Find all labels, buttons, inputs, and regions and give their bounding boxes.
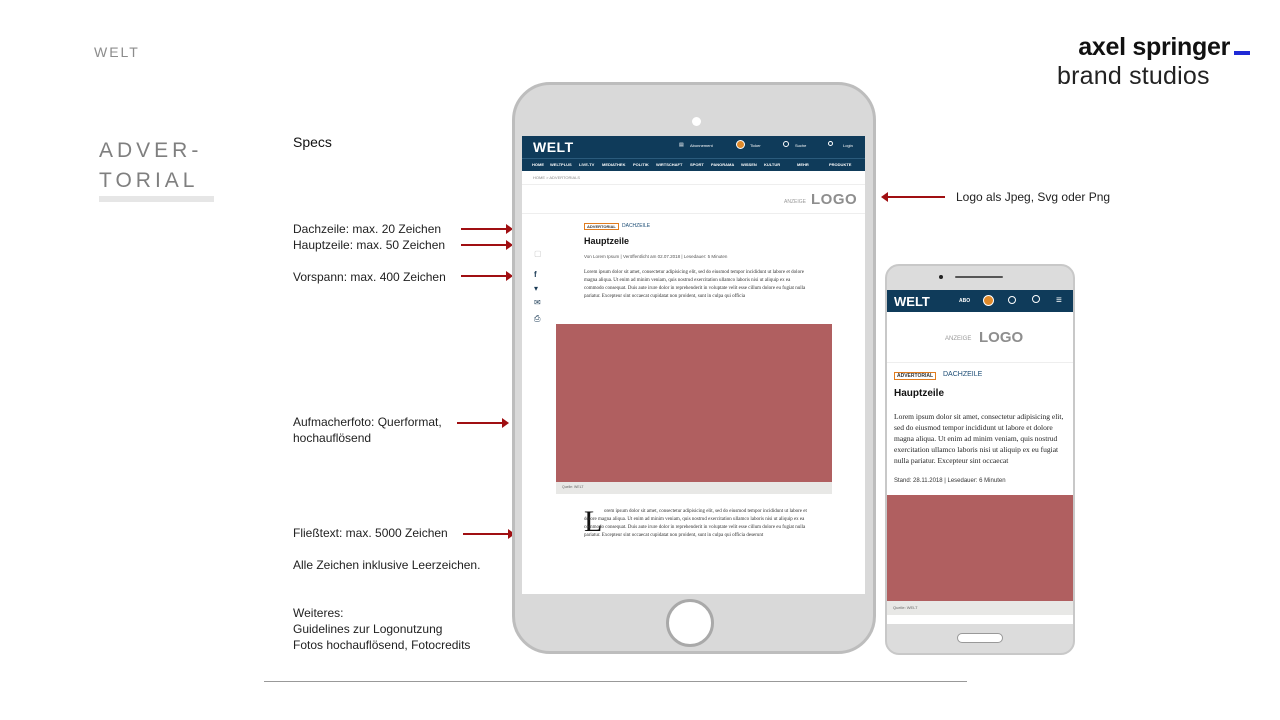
spec-logo: Logo als Jpeg, Svg oder Png bbox=[956, 190, 1111, 204]
phone-photo-placeholder bbox=[887, 495, 1073, 601]
spec-aufmacher-line1: Aufmacherfoto: Querformat, bbox=[293, 415, 442, 429]
hero-photo-placeholder bbox=[556, 324, 832, 482]
slide-title-line1: ADVER- bbox=[99, 139, 203, 162]
phone-navbar bbox=[887, 290, 1073, 312]
spec-dachzeile: Dachzeile: max. 20 Zeichen bbox=[293, 222, 442, 236]
tablet-screen bbox=[522, 136, 865, 594]
sponsor-logo-placeholder: LOGO bbox=[811, 191, 858, 208]
phone-anzeige-label: ANZEIGE bbox=[945, 336, 972, 342]
menu-kultur[interactable]: KULTUR bbox=[764, 162, 781, 167]
slide-title bbox=[99, 136, 202, 196]
tablet-menu-bar bbox=[522, 158, 865, 171]
comment-icon[interactable]: ▢ bbox=[534, 249, 542, 258]
photo-credit: Quelle: WELT bbox=[562, 485, 584, 489]
hamburger-menu-icon[interactable]: ≡ bbox=[1056, 295, 1062, 306]
print-icon[interactable]: ⎙ bbox=[534, 314, 541, 323]
phone-welt-logo[interactable]: WELT bbox=[894, 294, 930, 309]
spec-weiteres bbox=[293, 605, 470, 653]
facebook-icon[interactable]: f bbox=[534, 270, 537, 279]
company-logo bbox=[1078, 33, 1250, 62]
tablet-navbar bbox=[522, 136, 865, 158]
arrow-dachzeile bbox=[461, 228, 511, 230]
phone-search-icon[interactable] bbox=[1008, 296, 1016, 304]
welt-label: WELT bbox=[94, 44, 140, 60]
tablet-nav-suche[interactable]: Suche bbox=[795, 143, 807, 148]
menu-home[interactable]: HOME bbox=[532, 162, 544, 167]
menu-produkte[interactable]: PRODUKTE bbox=[829, 162, 852, 167]
menu-politik[interactable]: POLITIK bbox=[633, 162, 649, 167]
spec-weiteres-heading: Weiteres: bbox=[293, 606, 344, 620]
tablet-camera bbox=[692, 117, 701, 126]
footer-divider bbox=[264, 681, 967, 682]
company-name-line1: axel springer bbox=[1078, 33, 1230, 61]
headline: Hauptzeile bbox=[584, 236, 630, 246]
spec-vorspann: Vorspann: max. 400 Zeichen bbox=[293, 270, 446, 284]
menu-panorama[interactable]: PANORAMA bbox=[711, 162, 735, 167]
photo-credit-bar bbox=[556, 482, 832, 494]
mail-icon[interactable]: ✉ bbox=[534, 298, 541, 307]
phone-speaker bbox=[955, 276, 1003, 278]
spec-note: Alle Zeichen inklusive Leerzeichen. bbox=[293, 558, 481, 572]
phone-photo-credit: Quelle: WELT bbox=[893, 605, 918, 610]
phone-headline: Hauptzeile bbox=[894, 388, 945, 399]
body-fade bbox=[522, 546, 865, 594]
phone-mockup bbox=[885, 264, 1075, 655]
phone-lead-text: Lorem ipsum dolor sit amet, consectetur adipisicing elit, sed do eiusmod tempor incididunt ut labore et dolore magna aliqua. Ut enim ad minim veniam, quis nostrud exercitation ullamco laboris nisi ut aliquip ex eu fugiat nulla pariatur. Excepteur sint occaecat bbox=[894, 412, 1064, 465]
breadcrumb: HOME > ADVERTORIALS bbox=[533, 175, 581, 180]
arrow-vorspann bbox=[461, 275, 511, 277]
spec-fliesstext: Fließtext: max. 5000 Zeichen bbox=[293, 526, 448, 540]
phone-photo-credit-bar bbox=[887, 601, 1073, 615]
arrow-fliesstext bbox=[463, 533, 513, 535]
arrow-aufmacher bbox=[457, 422, 507, 424]
phone-stand: Stand: 28.11.2018 | Lesedauer: 6 Minuten bbox=[894, 478, 1006, 484]
title-underline bbox=[99, 196, 214, 202]
menu-sport[interactable]: SPORT bbox=[690, 162, 704, 167]
user-icon bbox=[828, 141, 833, 146]
tablet-nav-login[interactable]: Login bbox=[843, 143, 853, 148]
byline: Von Lorem Ipsum | Veröffentlicht am 02.07.2018 | Lesedauer: 5 Minuten bbox=[584, 254, 728, 259]
menu-mehr[interactable]: MEHR bbox=[797, 162, 809, 167]
phone-dachzeile: DACHZEILE bbox=[943, 371, 983, 378]
phone-separator bbox=[887, 362, 1073, 363]
tablet-welt-logo[interactable]: WELT bbox=[533, 139, 574, 155]
arrow-logo bbox=[883, 196, 945, 198]
phone-home-button bbox=[957, 633, 1003, 643]
spec-hauptzeile: Hauptzeile: max. 50 Zeichen bbox=[293, 238, 446, 252]
phone-sponsor-logo-placeholder: LOGO bbox=[979, 329, 1024, 346]
anzeige-label: ANZEIGE bbox=[784, 199, 806, 205]
specs-heading: Specs bbox=[293, 134, 332, 150]
spec-weiteres-line1: Guidelines zur Logonutzung bbox=[293, 622, 443, 636]
lead-text: Lorem ipsum dolor sit amet, consectetur adipisicing elit, sed do eiusmod tempor incididunt ut labore et dolore magna aliqua. Ut enim ad minim veniam, quis nostrud exercitation ullamco laboris nisi ut aliquip ex ea commodo consequat. Duis aute irure dolor in reprehenderit in voluptate velit esse cillum dolore eu fugiat nulla pariatur. Excepteur sint occaecat cupidatat non proident, sunt in culpa qui officia bbox=[584, 270, 806, 299]
phone-advertorial-badge: ADVERTORIAL bbox=[894, 372, 936, 380]
phone-ticker-icon[interactable] bbox=[983, 295, 994, 306]
dachzeile: DACHZEILE bbox=[622, 223, 651, 229]
menu-mediathek[interactable]: MEDIATHEK bbox=[602, 162, 626, 167]
brand-underscore-mark bbox=[1234, 51, 1250, 55]
ticker-icon bbox=[736, 140, 745, 149]
menu-weltplus[interactable]: WELTPLUS bbox=[550, 162, 572, 167]
body-text: orem ipsum dolor sit amet, consectetur adipisicing elit, sed do eiusmod tempor incididunt ut labore et dolore magna aliqua. Ut enim ad minim veniam, quis nostrud exercitation ullamco laboris nisi ut aliquip ex ea commodo consequat. Duis aute irure dolor in reprehenderit in voluptate velit esse cillum dolore eu fugiat nulla pariatur. Excepteur sint occaecat cupidatat non proident, sunt in culpa qui officia deserunt bbox=[584, 509, 807, 538]
phone-abo[interactable]: ABO bbox=[959, 298, 971, 304]
spec-aufmacher-line2: hochauflösend bbox=[293, 431, 372, 445]
phone-camera bbox=[939, 275, 943, 279]
company-name-line2: brand studios bbox=[1057, 62, 1210, 90]
drop-cap: L bbox=[584, 505, 603, 538]
tablet-nav-ticker[interactable]: Ticker bbox=[750, 143, 761, 148]
phone-screen bbox=[887, 290, 1073, 624]
menu-wissen[interactable]: WISSEN bbox=[741, 162, 757, 167]
spec-aufmacher bbox=[293, 414, 442, 446]
tablet-home-button bbox=[666, 599, 714, 647]
search-icon bbox=[783, 141, 789, 147]
menu-live-tv[interactable]: LIVE-TV bbox=[579, 162, 595, 167]
phone-user-icon[interactable] bbox=[1032, 295, 1040, 303]
spec-weiteres-line2: Fotos hochauflösend, Fotocredits bbox=[293, 638, 471, 652]
newspaper-icon: ▤ bbox=[679, 142, 684, 148]
menu-wirtschaft[interactable]: WIRTSCHAFT bbox=[656, 162, 683, 167]
arrow-hauptzeile bbox=[461, 244, 511, 246]
twitter-icon[interactable]: ▾ bbox=[534, 284, 539, 293]
tablet-mockup bbox=[512, 82, 876, 654]
slide-title-line2: TORIAL bbox=[99, 169, 199, 192]
tablet-nav-abonnement[interactable]: Abonnement bbox=[690, 143, 713, 148]
advertorial-badge: ADVERTORIAL bbox=[584, 223, 619, 230]
